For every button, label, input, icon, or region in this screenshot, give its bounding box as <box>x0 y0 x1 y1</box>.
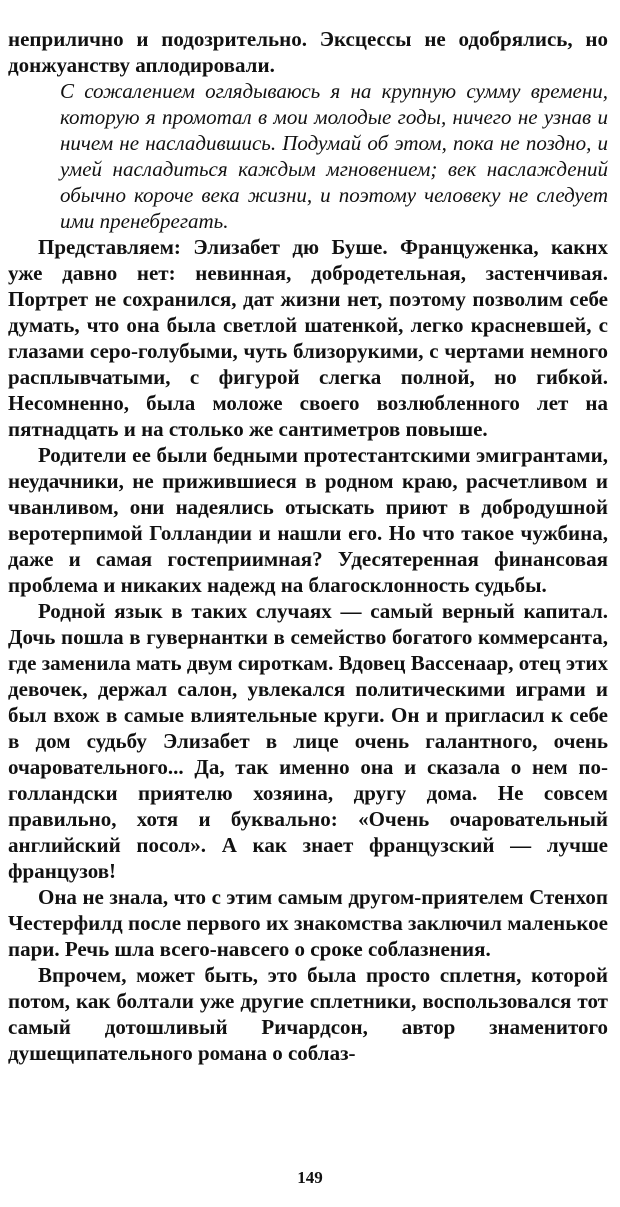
paragraph-intro: неприлично и подозрительно. Эксцессы не одобрялись, но донжуанству аплодировали. <box>8 27 608 77</box>
paragraph-3: Родной язык в таких случаях — самый верный капитал. Дочь пошла в гувернантки в семейство богатого коммерсанта, где заменила мать двум сироткам. Вдовец Вассенаар, отец этих девочек, держал салон, увлекался политическими играми и был вхож в самые влиятельные круги. Он и пригласил к себе в дом судьбу Элизабет в лице очень галантного, очень очаровательного... Да, так именно она и сказала о нем по-голландски приятелю хозяина, другу дома. Не совсем правильно, хотя и буквально: «Очень очаровательный английский посол». А как знает французский — лучше французов! <box>8 599 608 883</box>
paragraph-4: Она не знала, что с этим самым другом-приятелем Стенхоп Честерфилд после первого их знакомства заключил маленькое пари. Речь шла всего-навсего о сроке соблазнения. <box>8 885 608 961</box>
paragraph-5: Впрочем, может быть, это была просто сплетня, которой потом, как болтали уже другие сплетники, воспользовался тот самый дотошливый Ричардсон, автор знаменитого душещипательного романа о соблаз- <box>8 963 608 1065</box>
page-number: 149 <box>297 1168 323 1187</box>
paragraph-1: Представляем: Элизабет дю Буше. Француженка, какнх уже давно нет: невинная, добродетельная, застенчивая. Портрет не сохранился, дат жизни нет, поэтому позволим себе думать, что она была светлой шатенкой, легко красневшей, с глазами серо-голубыми, чуть близорукими, с чертами немного расплывчатыми, с фигурой слегка полной, но гибкой. Несомненно, была моложе своего возлюбленного лет на пятнадцать и на столько же сантиметров повыше. <box>8 235 608 441</box>
paragraph-2: Родители ее были бедными протестантскими эмигрантами, неудачники, не прижившиеся в родном краю, расчетливом и чванливом, они надеялись отыскать приют в добродушной веротерпимой Голландии и нашли его. Но что такое чужбина, даже и самая гостеприимная? Удесятеренная финансовая проблема и никаких надежд на благосклонность судьбы. <box>8 443 608 597</box>
epigraph-quote: С сожалением оглядываюсь я на крупную сумму времени, которую я промотал в мои молодые годы, ничего не узнав и ничем не насладившись. Подумай об этом, пока не поздно, и умей насладиться каждым мгновением; век наслаждений обычно короче века жизни, и поэтому человеку не следует ими пренебрегать. <box>60 79 608 233</box>
